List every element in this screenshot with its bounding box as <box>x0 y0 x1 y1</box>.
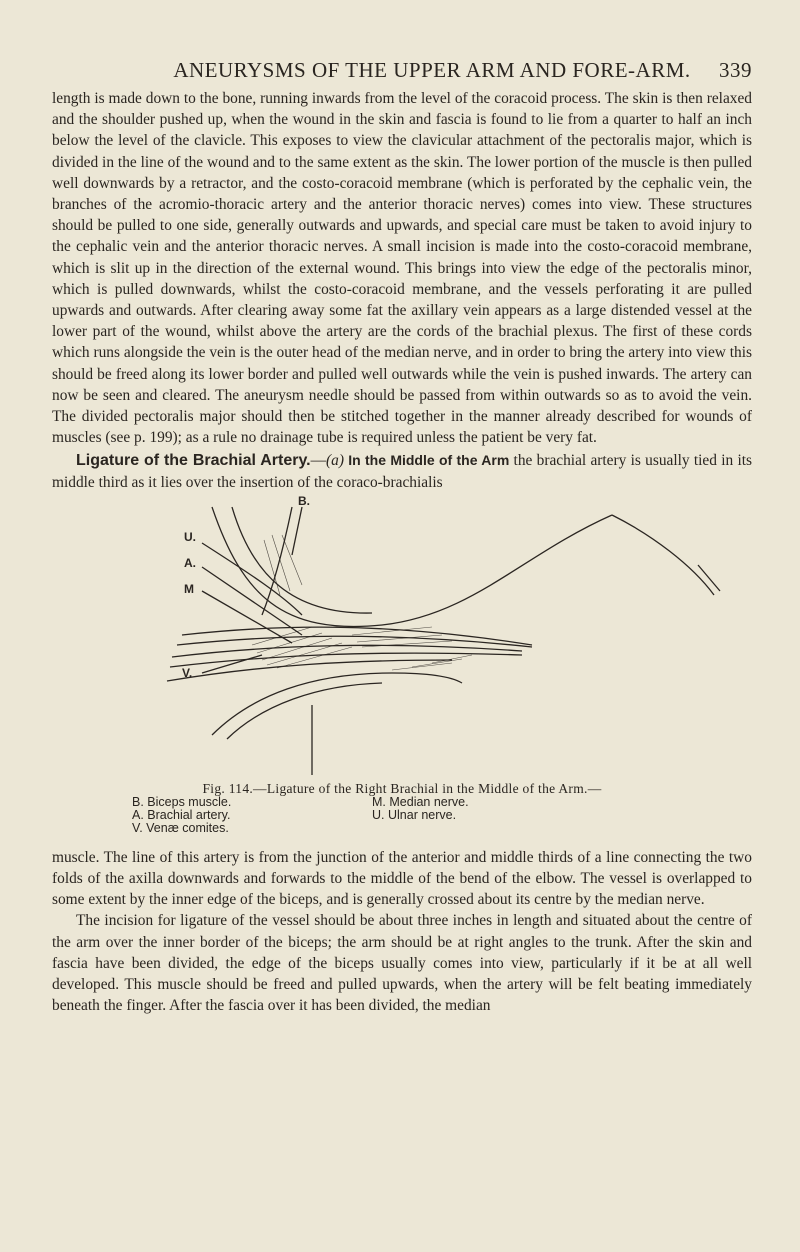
label-a: A. <box>184 555 196 570</box>
figure-114 <box>52 495 752 777</box>
lower-skin-edge <box>212 673 462 735</box>
hatching <box>252 535 472 670</box>
legend-column-left <box>132 796 372 835</box>
paragraph-2: muscle. The line of this artery is from the junction of the anterior and middle thirds of a line connecting the two folds of the axilla downwards and forwards to the middle of the bend of the elbow. The vessel is overlapped to some extent by the inner edge of the biceps, and is generally crossed about its centre by the median nerve. <box>52 848 752 909</box>
figure-caption <box>52 781 752 835</box>
anatomical-illustration <box>52 495 752 777</box>
leader-m <box>202 591 292 643</box>
section-text: the brachial artery is usually tied in its middle third as it lies over the insertion of the coraco-brachialis <box>52 452 752 491</box>
label-u: U. <box>184 529 196 544</box>
paragraph-1: length is made down to the bone, running inwards from the level of the coracoid process. The skin is then relaxed and the shoulder pushed up, when the wound in the skin and fascia is found to lie from a quarter to half an inch below the level of the clavicle. This exposes to view the clavicular attachment of the pectoralis major, which is divided in the line of the wound and to the same extent as the skin. The lower portion of the muscle is then pulled well downwards by a retractor, and the costo-coracoid membrane (which is perforated by the cephalic vein, the branches of the acromio-thoracic artery and the anterior thoracic nerves) comes into view. These structures should be pulled to one side, generally outwards and upwards, and special care must be taken to avoid injury to the cephalic vein and the anterior thoracic nerves. A small incision is made into the costo-coracoid membrane, which is slit up in the direction of the external wound. This brings into view the edge of the pectoralis minor, which is pulled downwards, whilst the costo-coracoid membrane, and the vessels perforating it are pulled upwards and outwards. After clearing away some fat the axillary vein appears as a large distended vessel at the lower part of the wound, whilst above the artery are the cords of the brachial plexus. The first of these cords which runs alongside the vein is the outer head of the median nerve, and in order to bring the artery into view this should be freed along its lower border and pulled well outwards while the vein is pushed inwards. The artery can now be seen and cleared. The aneurysm needle should be passed from within outwards so as to avoid the vein. The divided pectoralis major should then be stitched together in the manner already described for wounds of muscles (see p. 199); as a rule no drainage tube is required unless the patient be very fat. <box>52 90 752 447</box>
legend-item <box>372 809 612 822</box>
legend-column-right <box>372 796 612 835</box>
arm-contour-right <box>612 515 714 595</box>
paragraph-3: The incision for ligature of the vessel should be about three inches in length and situated about the centre of the arm over the inner border of the biceps; the arm should be at right angles to the trunk. After the skin and fascia have been divided, the edge of the biceps usually comes into view, particularly if it be at all well developed. This muscle should be freed and pulled upwards, when the artery will be felt beating immediately beneath the finger. After the fascia over it has been divided, the median <box>52 912 752 1015</box>
biceps-shading-line <box>232 507 372 613</box>
section-paragraph <box>52 450 752 492</box>
legend-text: Venæ comites. <box>146 820 229 835</box>
section-item: (a) <box>326 452 344 470</box>
section-dash: — <box>310 452 327 470</box>
figure-legend <box>132 796 752 835</box>
lower-shading <box>227 683 382 739</box>
legend-key: U. <box>372 807 385 822</box>
page-number: 339 <box>719 58 752 82</box>
vein-line <box>170 653 522 667</box>
legend-key: M. <box>372 794 386 809</box>
section-subheading: In the Middle of the Arm <box>348 452 510 469</box>
leader-b <box>292 507 302 555</box>
legend-text: Biceps muscle. <box>147 794 232 809</box>
label-m: M <box>184 581 194 596</box>
caption-title: Fig. 114.—Ligature of the Right Brachial in the Middle of the Arm.— <box>202 780 602 796</box>
legend-text: Brachial artery. <box>147 807 231 822</box>
leader-v <box>202 655 262 673</box>
legend-text: Ulnar nerve. <box>387 807 457 822</box>
chapter-title: ANEURYSMS OF THE UPPER ARM AND FORE-ARM. <box>173 58 691 82</box>
label-v: V. <box>182 665 193 680</box>
arm-contour-tip <box>698 565 720 591</box>
legend-key: V. <box>132 820 143 835</box>
running-head <box>112 58 752 88</box>
legend-key: A. <box>132 807 144 822</box>
label-b: B. <box>298 494 310 508</box>
section-heading: Ligature of the Brachial Artery. <box>76 452 311 470</box>
legend-text: Median nerve. <box>389 794 469 809</box>
legend-key: B. <box>132 794 144 809</box>
legend-item <box>132 822 372 835</box>
